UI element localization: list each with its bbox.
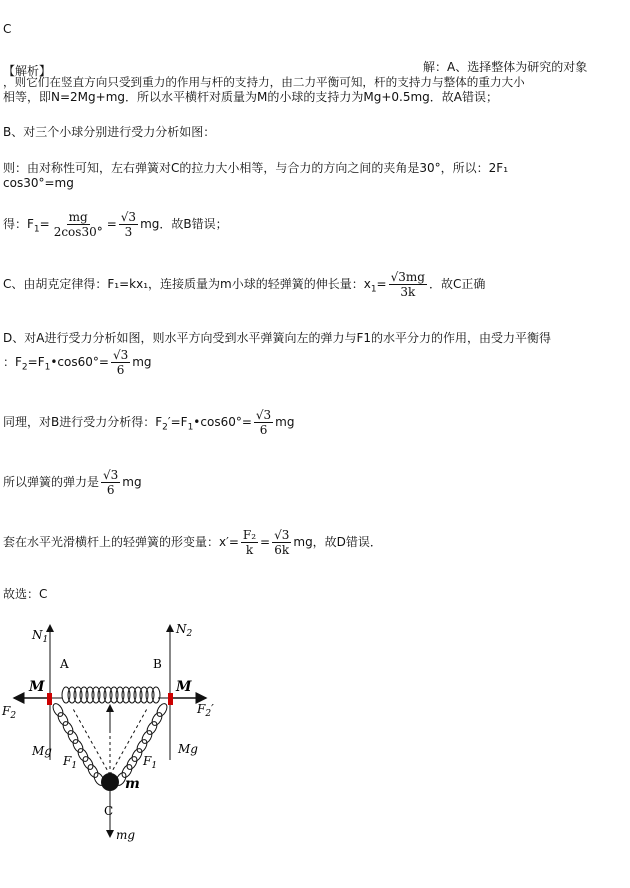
label-b: B: [153, 657, 162, 671]
same-b-cos: •cos60°=: [193, 415, 252, 429]
option-d-formula: [3, 348, 152, 377]
horizontal-spring: [50, 687, 170, 703]
fraction-denominator: 3: [124, 225, 133, 239]
label-n2: $N_2$: [176, 622, 193, 639]
left-diagonal-spring: [51, 702, 106, 787]
slide-equals: =: [260, 535, 271, 549]
label-m-left: M: [29, 679, 45, 695]
option-d-line-1: D、对A进行受力分析如图，则水平方向受到水平弹簧向左的弹力与F1的水平分力的作用，由受力平衡得: [3, 331, 551, 345]
ball-b: [168, 693, 173, 705]
fraction: [52, 210, 105, 239]
label-c: C: [104, 804, 114, 818]
label-mg-left: Mg: [32, 744, 52, 758]
slide-deformation: [3, 528, 382, 557]
option-d-cos: •cos60°=: [50, 355, 109, 369]
fraction: [101, 468, 120, 497]
fraction: [111, 348, 130, 377]
option-d-sub: 2: [21, 362, 28, 373]
same-b-formula: [3, 408, 294, 437]
fraction: [389, 270, 427, 299]
label-n1: $N_1$: [32, 628, 49, 645]
analysis-solution-a: 解：A、选择整体为研究的对象: [423, 60, 588, 74]
formula-f1: 得：$F_1=$ $\frac{mg}{2\cos 30^\circ}$ = $\frac{√3}{3}$ mg．故B错误；: [3, 210, 228, 239]
fraction-denominator: 6: [116, 363, 125, 377]
label-m-small: m: [125, 776, 140, 792]
fraction: [119, 210, 138, 239]
fraction-denominator: 6: [259, 423, 268, 437]
label-f2-left: $F_2$: [2, 704, 17, 721]
same-b-suffix: mg: [275, 415, 295, 429]
fraction-numerator: √3: [103, 468, 119, 482]
fraction-numerator: √3: [120, 210, 137, 224]
right-diagonal-spring: [114, 702, 169, 787]
label-f1-right: $F_1$: [143, 754, 158, 771]
fraction-numerator: √3: [255, 408, 272, 422]
fraction-denominator: k: [245, 543, 254, 557]
fraction-denominator: 6: [106, 483, 115, 497]
formula-f1-suffix: mg．故B错误；: [140, 217, 228, 231]
ball-m: [101, 773, 119, 791]
ball-a: [47, 693, 52, 705]
formula-f1-sub: 1: [33, 224, 40, 235]
option-d-mid: =F: [27, 355, 45, 369]
label-mg-bottom: mg: [116, 828, 136, 842]
slide-suffix: mg，故D错误．: [293, 535, 382, 549]
fraction-numerator: √3mg: [390, 270, 425, 284]
label-m-right: M: [176, 679, 192, 695]
option-c-sub: 1: [370, 284, 377, 295]
conclusion: 故选：C: [3, 587, 48, 601]
fraction: [272, 528, 291, 557]
analysis-line-2: ，则它们在竖直方向只受到重力的作用与杆的支持力，由二力平衡可知，杆的支持力与整体的重力大小: [3, 75, 525, 89]
force-diagram: [0, 615, 240, 880]
option-d-suffix: mg: [132, 355, 152, 369]
option-d-prefix: ：F: [3, 355, 22, 369]
fraction-numerator: F₂: [242, 528, 257, 542]
fraction-denominator: 2cos30°: [53, 225, 103, 239]
fraction: [241, 528, 258, 557]
same-b-sub2: 1: [187, 422, 194, 433]
option-c-suffix: ．故C正确: [428, 277, 486, 291]
option-b-intro: B、对三个小球分别进行受力分析如图：: [3, 125, 216, 139]
fraction-numerator: √3: [112, 348, 129, 362]
label-f2-right: $F_2'$: [197, 702, 214, 719]
fraction-numerator: √3: [274, 528, 290, 542]
option-b-line-1: 则：由对称性可知，左右弹簧对C的拉力大小相等，与合力的方向之间的夹角是30°，所以：2F₁: [3, 161, 508, 175]
answer-label: C: [3, 22, 12, 36]
fraction-denominator: 3k: [400, 285, 416, 299]
label-f1-left: $F_1$: [63, 754, 78, 771]
formula-f1-prefix: 得：F: [3, 217, 34, 231]
slide-prefix: 套在水平光滑横杆上的轻弹簧的形变量：x′=: [3, 535, 239, 549]
option-c: C、由胡克定律得：F₁=kx₁，连接质量为m小球的轻弹簧的伸长量：$x_1=$ $\frac{√3mg}{3k}$ ．故C正确: [3, 270, 486, 299]
same-b-sub: 2: [162, 422, 168, 433]
label-a: A: [60, 657, 69, 671]
spring-force: [3, 468, 142, 497]
fraction-denominator: 6k: [274, 543, 290, 557]
analysis-line-3: 相等，即N=2Mg+mg．所以水平横杆对质量为M的小球的支持力为Mg+0.5mg．故A错误；: [3, 90, 498, 104]
analysis-tag: 【解析】: [3, 64, 52, 78]
option-b-line-2: cos30°=mg: [3, 176, 74, 190]
same-b-mid: ′=F: [167, 415, 188, 429]
spring-force-suffix: mg: [122, 475, 142, 489]
option-d-sub2: 1: [44, 362, 51, 373]
same-b-prefix: 同理，对B进行受力分析得：F: [3, 415, 163, 429]
label-mg-right: Mg: [178, 742, 198, 756]
spring-force-prefix: 所以弹簧的弹力是: [3, 475, 100, 489]
fraction: [254, 408, 273, 437]
option-c-prefix: C、由胡克定律得：F₁=kx₁，连接质量为m小球的轻弹簧的伸长量：x: [3, 277, 371, 291]
fraction-numerator: mg: [68, 210, 88, 224]
